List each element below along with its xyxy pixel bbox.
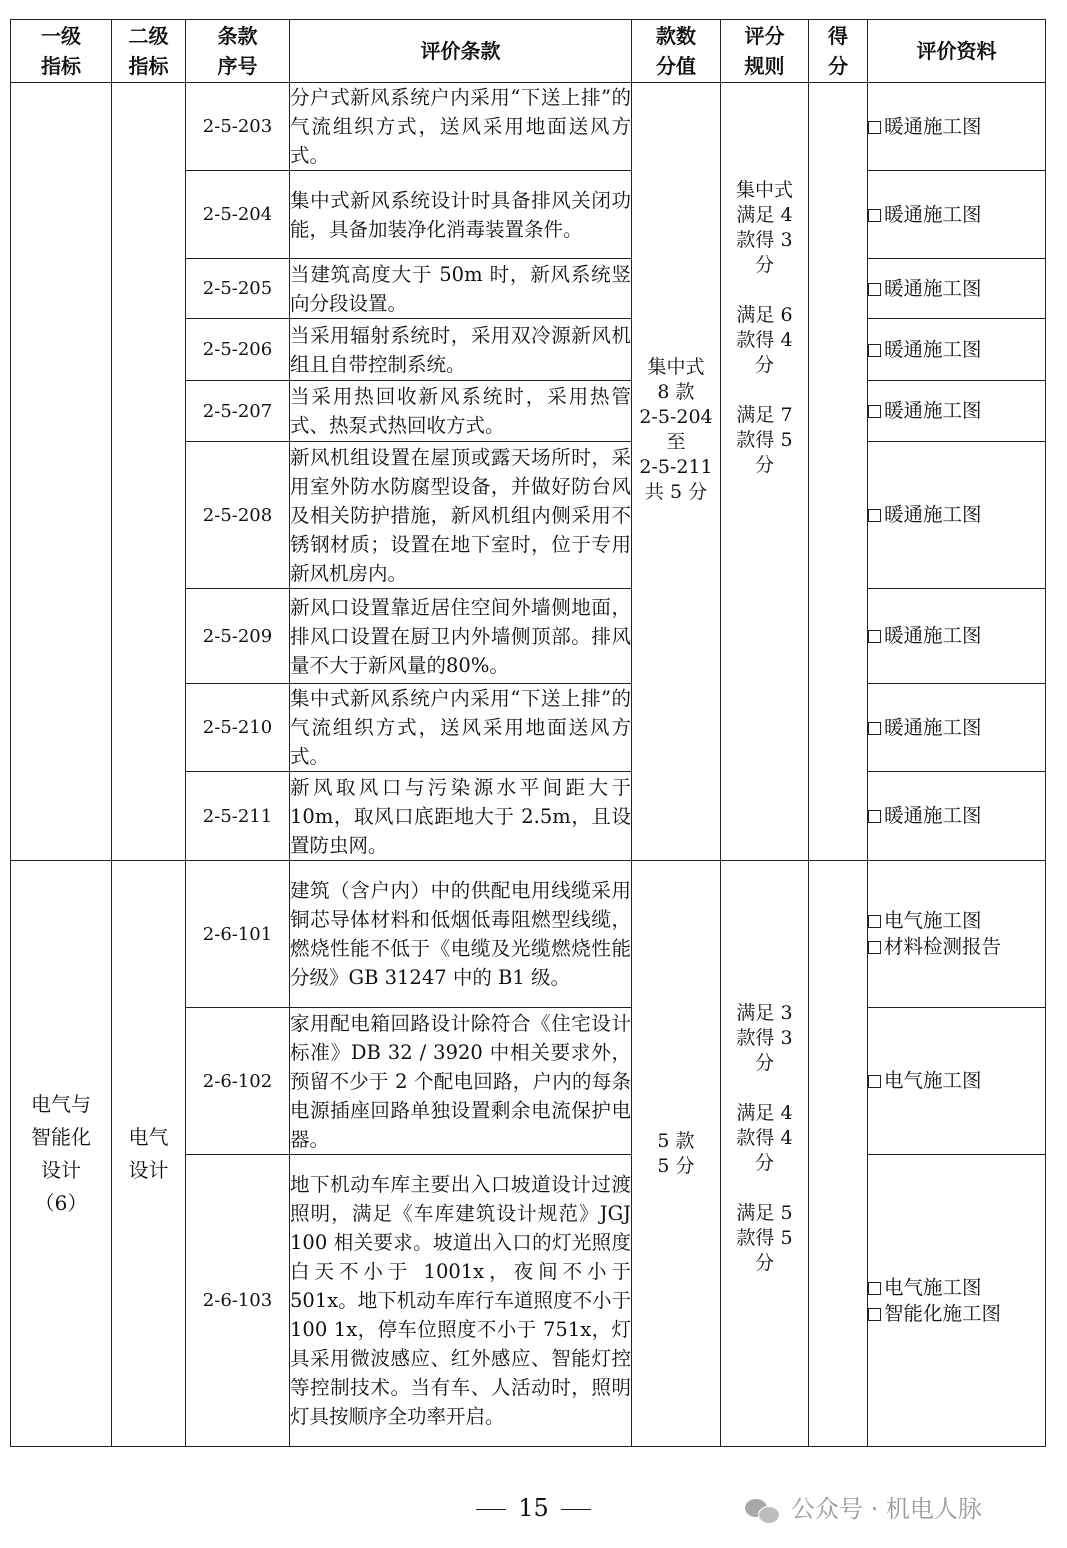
materials-cell: 暖通施工图	[868, 381, 1046, 442]
clause-code: 2-6-103	[186, 1155, 290, 1447]
checkbox-icon	[868, 1282, 881, 1295]
materials-cell: 暖通施工图	[868, 684, 1046, 772]
clause-text: 集中式新风系统户内采用“下送上排”的气流组织方式，送风采用地面送风方式。	[290, 684, 632, 772]
materials-cell: 电气施工图	[868, 1008, 1046, 1155]
materials-cell: 暖通施工图	[868, 589, 1046, 684]
clause-code: 2-5-206	[186, 319, 290, 381]
header-clause-no: 条款 序号	[186, 20, 290, 83]
checkbox-icon	[868, 121, 881, 134]
clause-text: 当建筑高度大于 50m 时，新风系统竖向分段设置。	[290, 259, 632, 319]
clause-code: 2-6-102	[186, 1008, 290, 1155]
header-row	[11, 20, 1046, 83]
clause-code: 2-5-209	[186, 589, 290, 684]
checkbox-icon	[868, 344, 881, 357]
table-row	[11, 861, 1046, 1008]
watermark-text: 公众号 · 机电人脉	[791, 1495, 982, 1523]
materials-cell: 电气施工图 智能化施工图	[868, 1155, 1046, 1447]
score-cell	[809, 861, 868, 1447]
checkbox-icon	[868, 630, 881, 643]
clause-code: 2-5-210	[186, 684, 290, 772]
checkbox-icon	[868, 915, 881, 928]
header-count-score: 款数 分值	[632, 20, 721, 83]
checkbox-icon	[868, 209, 881, 222]
checkbox-icon	[868, 1308, 881, 1321]
clause-text: 地下机动车库主要出入口坡道设计过渡照明，满足《车库建筑设计规范》JGJ 100 相关要求。坡道出入口的灯光照度白天不小于 1001x，夜间不小于 501x。地下机动车库行车道照度不小于 100 1x，停车位照度不小于 751x，灯具采用微波感应、红外感应、智能灯控等控制技术。当有车、人活动时，照明灯具按顺序全功率开启。	[290, 1155, 632, 1447]
clause-text: 集中式新风系统设计时具备排风关闭功能，具备加装净化消毒装置条件。	[290, 171, 632, 259]
clause-text: 新风口设置靠近居住空间外墙侧地面，排风口设置在厨卫内外墙侧顶部。排风量不大于新风量的80%。	[290, 589, 632, 684]
clause-code: 2-5-207	[186, 381, 290, 442]
rule-cell: 集中式 满足 4 款得 3 分 满足 6 款得 4 分 满足 7 款得 5 分	[721, 83, 809, 861]
header-level1: 一级 指标	[11, 20, 112, 83]
checkbox-icon	[868, 722, 881, 735]
checkbox-icon	[868, 810, 881, 823]
materials-cell: 暖通施工图	[868, 319, 1046, 381]
header-level2: 二级 指标	[112, 20, 186, 83]
header-rule: 评分 规则	[721, 20, 809, 83]
page-number: 15	[518, 1494, 549, 1522]
count-score-cell: 集中式 8 款 2-5-204 至 2-5-211 共 5 分	[632, 83, 721, 861]
clause-text: 新风机组设置在屋顶或露天场所时，采用室外防水防腐型设备，并做好防台风及相关防护措施，新风机组内侧采用不锈钢材质；设置在地下室时，位于专用新风机房内。	[290, 442, 632, 589]
clause-text: 建筑（含户内）中的供配电用线缆采用铜芯导体材料和低烟低毒阻燃型线缆，燃烧性能不低于《电缆及光缆燃烧性能分级》GB 31247 中的 B1 级。	[290, 861, 632, 1008]
table-row	[11, 83, 1046, 171]
clause-code: 2-5-203	[186, 83, 290, 171]
header-clause: 评价条款	[290, 20, 632, 83]
level1-cell-empty	[11, 83, 112, 861]
clause-code: 2-5-211	[186, 772, 290, 861]
header-materials: 评价资料	[868, 20, 1046, 83]
checkbox-icon	[868, 941, 881, 954]
clause-code: 2-5-204	[186, 171, 290, 259]
evaluation-table	[10, 19, 1046, 1447]
clause-text: 新风取风口与污染源水平间距大于 10m，取风口底距地大于 2.5m，且设置防虫网。	[290, 772, 632, 861]
clause-code: 2-5-208	[186, 442, 290, 589]
level1-cell: 电气与 智能化 设计 （6）	[11, 861, 112, 1447]
footer-dash-left	[476, 1509, 506, 1510]
level2-cell: 电气 设计	[112, 861, 186, 1447]
checkbox-icon	[868, 509, 881, 522]
clause-text: 当采用辐射系统时，采用双冷源新风机组且自带控制系统。	[290, 319, 632, 381]
materials-cell: 暖通施工图	[868, 772, 1046, 861]
wechat-icon	[745, 1497, 779, 1523]
watermark	[745, 1489, 982, 1524]
level2-cell-empty	[112, 83, 186, 861]
checkbox-icon	[868, 405, 881, 418]
checkbox-icon	[868, 283, 881, 296]
rule-cell: 满足 3 款得 3 分 满足 4 款得 4 分 满足 5 款得 5 分	[721, 861, 809, 1447]
clause-code: 2-5-205	[186, 259, 290, 319]
materials-cell: 暖通施工图	[868, 83, 1046, 171]
clause-code: 2-6-101	[186, 861, 290, 1008]
clause-text: 当采用热回收新风系统时，采用热管式、热泵式热回收方式。	[290, 381, 632, 442]
materials-cell: 暖通施工图	[868, 442, 1046, 589]
clause-text: 家用配电箱回路设计除符合《住宅设计标准》DB 32 / 3920 中相关要求外，预留不少于 2 个配电回路，户内的每条电源插座回路单独设置剩余电流保护电器。	[290, 1008, 632, 1155]
score-cell	[809, 83, 868, 861]
checkbox-icon	[868, 1075, 881, 1088]
clause-text: 分户式新风系统户内采用“下送上排”的气流组织方式，送风采用地面送风方式。	[290, 83, 632, 171]
materials-cell: 暖通施工图	[868, 171, 1046, 259]
footer-dash-right	[561, 1509, 591, 1510]
count-score-cell: 5 款 5 分	[632, 861, 721, 1447]
materials-cell: 电气施工图 材料检测报告	[868, 861, 1046, 1008]
header-score: 得 分	[809, 20, 868, 83]
materials-cell: 暖通施工图	[868, 259, 1046, 319]
